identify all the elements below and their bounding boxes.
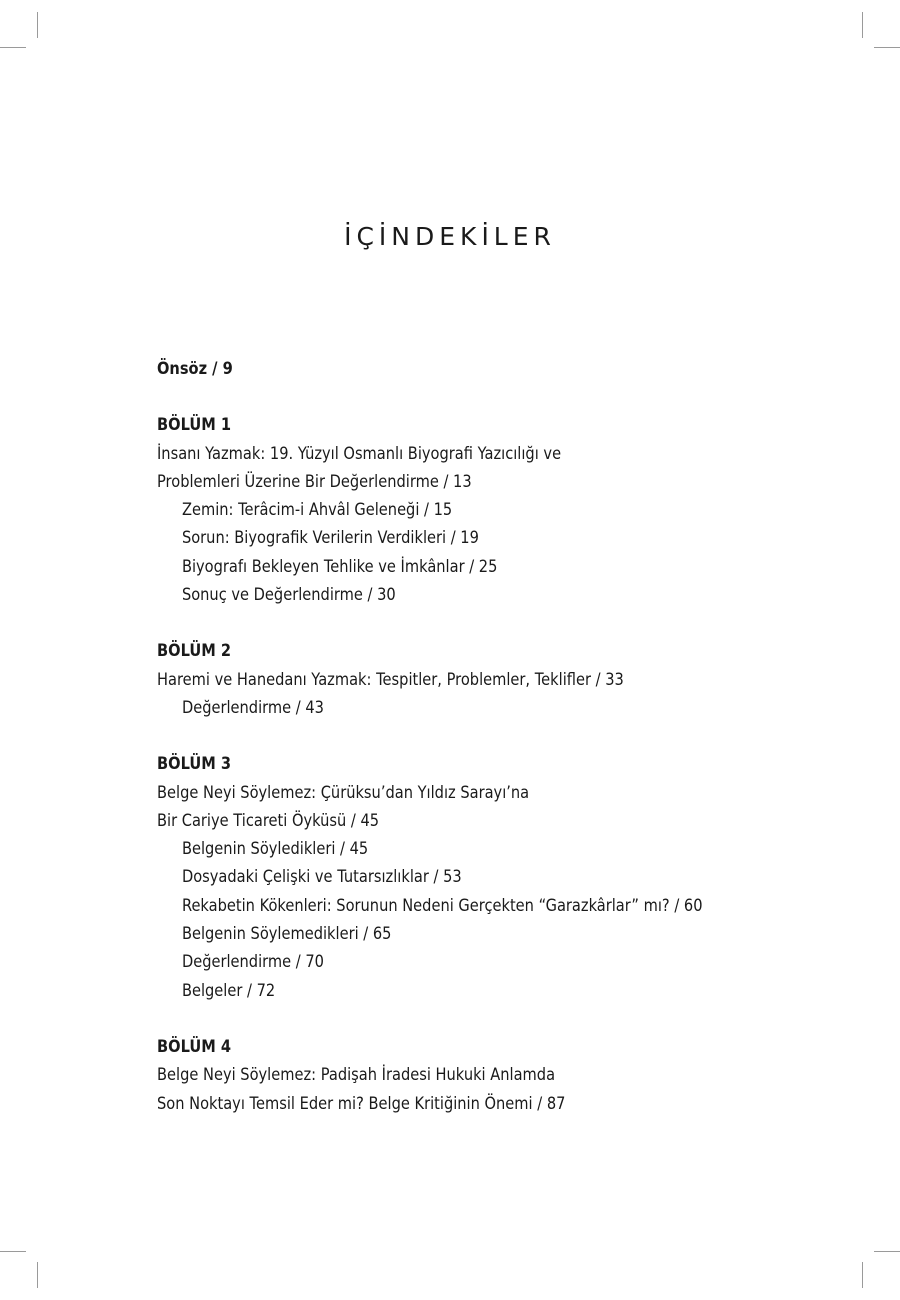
toc-entry: Belge Neyi Söylemez: Çürüksu’dan Yıldız Sarayı’na: [157, 782, 530, 803]
chapter-3-heading: BÖLÜM 3: [157, 754, 232, 775]
spacer: [157, 609, 759, 637]
crop-mark-top-right-horizontal: [874, 47, 900, 48]
toc-entry: Belge Neyi Söylemez: Padişah İradesi Hukuki Anlamda: [157, 1065, 556, 1086]
crop-mark-top-right-vertical: [862, 12, 863, 38]
toc-subentry: Belgenin Söylemedikleri / 65: [181, 924, 392, 945]
toc-subentry: Değerlendirme / 43: [181, 697, 324, 718]
toc-entry: Bir Cariye Ticareti Öyküsü / 45: [157, 810, 380, 831]
toc-entry: Son Noktayı Temsil Eder mi? Belge Kritiğinin Önemi / 87: [157, 1093, 566, 1114]
crop-mark-top-left-horizontal: [0, 47, 26, 48]
toc-preface: Önsöz / 9: [157, 359, 233, 379]
toc-subentry: Değerlendirme / 70: [181, 952, 324, 973]
toc-subentry: Belgeler / 72: [181, 980, 276, 1001]
toc-subentry: Sonuç ve Değerlendirme / 30: [181, 585, 396, 606]
toc-subentry: Rekabetin Kökenleri: Sorunun Nedeni Gerçekten “Garazkârlar” mı? / 60: [181, 895, 703, 916]
chapter-1-heading: BÖLÜM 1: [157, 415, 232, 436]
chapter-4-heading: BÖLÜM 4: [157, 1036, 232, 1057]
toc-entry: Problemleri Üzerine Bir Değerlendirme / 13: [157, 471, 472, 492]
toc-subentry: Biyografı Bekleyen Tehlike ve İmkânlar / 25: [181, 556, 498, 577]
spacer: [157, 1005, 759, 1033]
crop-mark-bottom-left-vertical: [37, 1262, 38, 1288]
spacer: [157, 722, 759, 750]
toc-subentry: Zemin: Terâcim-i Ahvâl Geleneği / 15: [181, 500, 453, 521]
crop-mark-top-left-vertical: [37, 12, 38, 38]
toc-entry: Haremi ve Hanedanı Yazmak: Tespitler, Problemler, Teklifler / 33: [157, 669, 624, 690]
crop-mark-bottom-left-horizontal: [0, 1251, 26, 1252]
toc-subentry: Sorun: Biyografik Verilerin Verdikleri / 19: [181, 528, 479, 549]
page-title: İÇİNDEKİLER: [344, 222, 556, 251]
crop-mark-bottom-right-horizontal: [874, 1251, 900, 1252]
toc-entry: İnsanı Yazmak: 19. Yüzyıl Osmanlı Biyografi Yazıcılığı ve: [157, 443, 562, 464]
spacer: [157, 383, 759, 411]
chapter-2-heading: BÖLÜM 2: [157, 641, 232, 662]
toc-subentry: Dosyadaki Çelişki ve Tutarsızlıklar / 53: [181, 867, 462, 888]
table-of-contents: [157, 355, 759, 1118]
crop-mark-bottom-right-vertical: [862, 1262, 863, 1288]
toc-subentry: Belgenin Söyledikleri / 45: [181, 839, 369, 860]
